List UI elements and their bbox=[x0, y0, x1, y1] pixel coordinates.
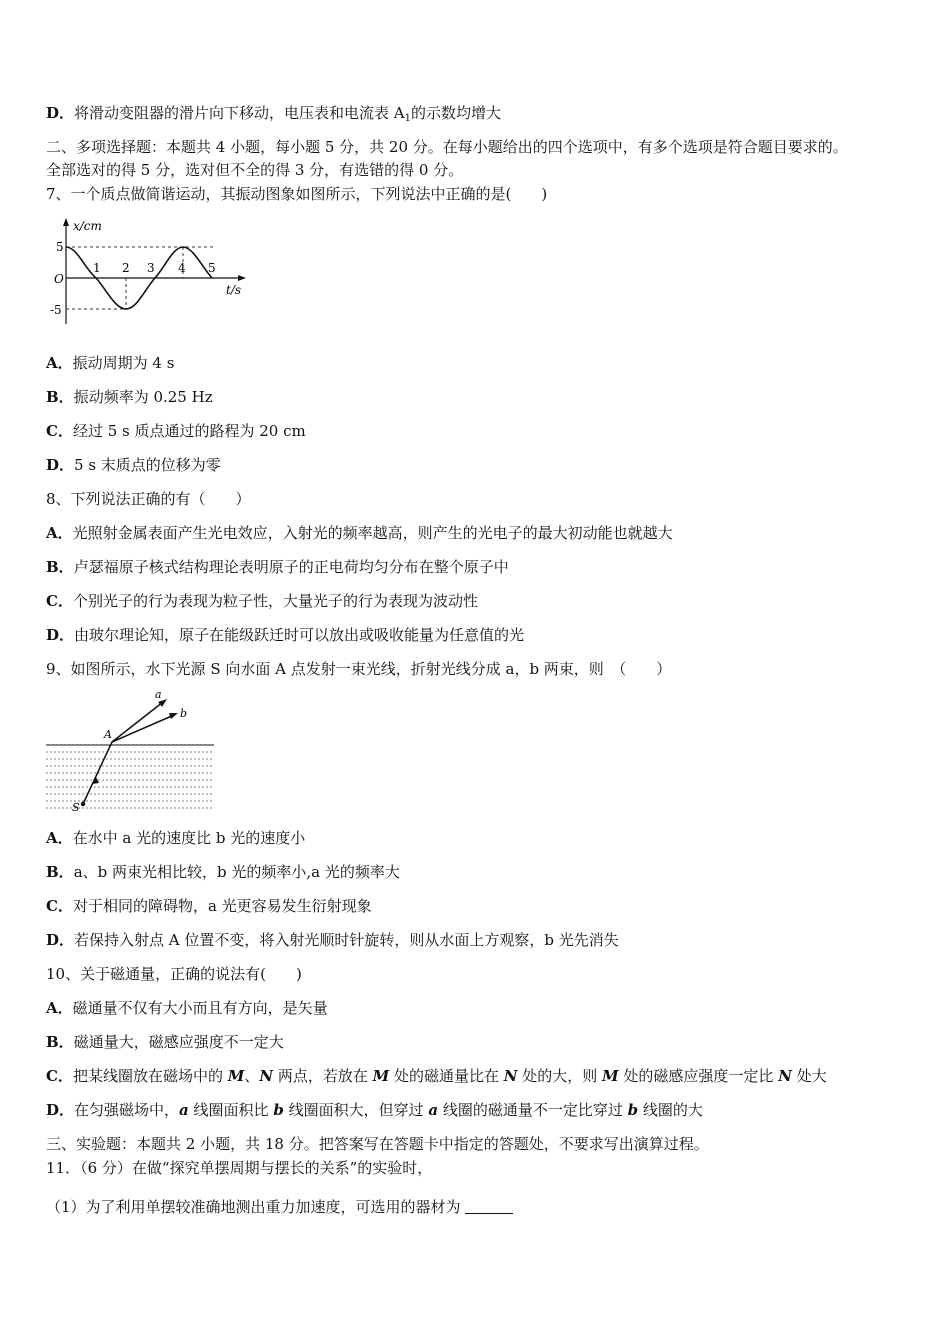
q10-option-c: C．把某线圈放在磁场中的 M、N 两点，若放在 M 处的磁通量比在 N 处的大，则 M 处的磁感应强度一定比 N 处大 bbox=[46, 1067, 827, 1085]
x-tick-label: 3 bbox=[147, 261, 155, 275]
y-tick-label: -5 bbox=[50, 303, 62, 317]
q9-option-b: B．a、b 两束光相比较，b 光的频率小,a 光的频率大 bbox=[46, 863, 400, 881]
option-d-prev: D．将滑动变阻器的滑片向下移动，电压表和电流表 $A_1$的示数均增大 bbox=[46, 104, 502, 124]
ray-b bbox=[112, 715, 174, 742]
answer-blank[interactable] bbox=[465, 1199, 513, 1214]
y-axis-label: x/cm bbox=[73, 219, 102, 233]
q9-option-d: D．若保持入射点 A 位置不变，将入射光顺时针旋转，则从水面上方观察，b 光先消失 bbox=[46, 931, 619, 949]
x-tick-label: 2 bbox=[122, 261, 130, 275]
q7-option-b: B．振动频率为 0.25 Hz bbox=[46, 388, 213, 406]
q8-option-a: A．光照射金属表面产生光电效应，入射光的频率越高，则产生的光电子的最大初动能也就越大 bbox=[46, 524, 673, 542]
q8-option-d: D．由玻尔理论知，原子在能级跃迁时可以放出或吸收能量为任意值的光 bbox=[46, 626, 525, 644]
q9-option-a: A．在水中 a 光的速度比 b 光的速度小 bbox=[46, 829, 306, 847]
q8-option-b: B．卢瑟福原子核式结构理论表明原子的正电荷均匀分布在整个原子中 bbox=[46, 558, 509, 576]
label-a: a bbox=[155, 688, 162, 701]
x-tick-label: 5 bbox=[208, 261, 216, 275]
q7-option-a: A．振动周期为 4 s bbox=[46, 354, 175, 372]
label-S: S bbox=[72, 801, 80, 814]
question-11: 11．（6 分）在做“探究单摆周期与摆长的关系”的实验时， bbox=[46, 1159, 433, 1177]
q10-option-d: D．在匀强磁场中，a 线圈面积比 b 线圈面积大，但穿过 a 线圈的磁通量不一定比穿过 b 线圈的大 bbox=[46, 1101, 703, 1119]
question-9: 9、如图所示，水下光源 S 向水面 A 点发射一束光线，折射光线分成 a，b 两束，则 （ ） bbox=[46, 660, 672, 678]
label-A: A bbox=[104, 728, 112, 741]
vibration-graph bbox=[46, 216, 256, 328]
question-10: 10、关于磁通量，正确的说法有( ) bbox=[46, 965, 302, 983]
q7-option-c: C．经过 5 s 质点通过的路程为 20 cm bbox=[46, 422, 306, 440]
section-3-heading: 三、实验题：本题共 2 小题，共 18 分。把答案写在答题卡中指定的答题处，不要求写出演算过程。 bbox=[46, 1135, 709, 1153]
y-tick-label: 5 bbox=[56, 240, 64, 254]
section-2-heading: 二、多项选择题：本题共 4 小题，每小题 5 分，共 20 分。在每小题给出的四个选项中，有多个选项是符合题目要求的。 bbox=[46, 138, 848, 156]
q10-option-b: B．磁通量大，磁感应强度不一定大 bbox=[46, 1033, 284, 1051]
q8-option-c: C．个别光子的行为表现为粒子性，大量光子的行为表现为波动性 bbox=[46, 592, 478, 610]
q10-option-a: A．磁通量不仅有大小而且有方向，是矢量 bbox=[46, 999, 328, 1017]
q7-option-d: D．5 s 末质点的位移为零 bbox=[46, 456, 221, 474]
x-axis-label: t/s bbox=[226, 283, 242, 297]
ray-a bbox=[112, 702, 163, 742]
q9-option-c: C．对于相同的障碍物，a 光更容易发生衍射现象 bbox=[46, 897, 372, 915]
x-tick-label: 4 bbox=[178, 261, 186, 275]
label-b: b bbox=[180, 707, 188, 720]
origin-label: O bbox=[54, 272, 64, 286]
question-7: 7、一个质点做简谐运动，其振动图象如图所示，下列说法中正确的是( ) bbox=[46, 185, 548, 203]
refraction-figure bbox=[46, 688, 216, 816]
question-11-part-1: （1）为了利用单摆较准确地测出重力加速度，可选用的器材为 bbox=[46, 1197, 513, 1217]
section-2-instructions: 全部选对的得 5 分，选对但不全的得 3 分，有选错的得 0 分。 bbox=[46, 161, 464, 179]
x-tick-label: 1 bbox=[93, 261, 101, 275]
question-8: 8、下列说法正确的有（ ） bbox=[46, 490, 251, 508]
